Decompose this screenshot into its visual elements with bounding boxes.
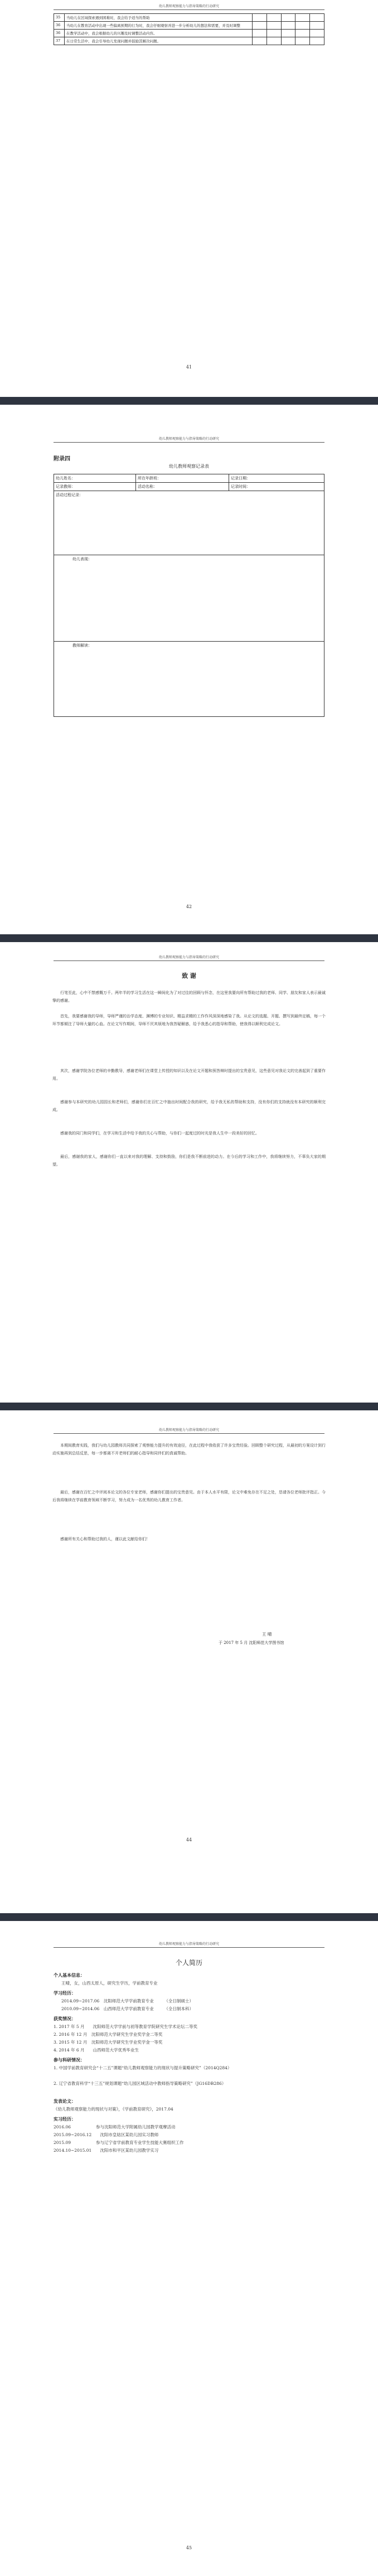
page-number: 44	[186, 1837, 192, 1842]
practice-item: 2015.09 参与辽宁省学前教育专业学生技能大赛组织工作	[54, 2140, 184, 2145]
score-cell	[295, 30, 310, 37]
education-item: 2014.09~2017.06 沈阳师范大学学前教育专业 （全日制硕士）	[61, 1998, 194, 2003]
research-label: 参与科研情况：	[54, 2057, 85, 2063]
practice-label: 实习经历：	[54, 2116, 76, 2122]
table-row	[54, 22, 324, 30]
score-cell	[281, 37, 295, 45]
page-4	[0, 1410, 378, 1912]
score-cell	[281, 22, 295, 30]
award-item: 3. 2015 年 12 月 沈阳师范大学研究生学业奖学金一等奖	[54, 2040, 163, 2045]
questionnaire-table	[54, 13, 324, 45]
running-header: 幼儿教师观察能力与指导策略的行动研究	[54, 436, 324, 443]
acknowledgement-paragraph: 感谢我的同门和同学们，在学习和生活中给予我的关心与帮助，与你们一起度过的时光是我人生中一段美好的回忆。	[60, 1131, 259, 1136]
activity-record-section	[54, 491, 324, 555]
record-time-field: 记录时间：	[229, 483, 324, 491]
acknowledgement-paragraph: 感谢所有关心和帮助过我的人，谨以此文献给你们！	[60, 1537, 150, 1541]
score-cell	[295, 37, 310, 45]
row-text: 在教学活动中，我会根据幼儿的兴趣及时调整活动内容。	[65, 30, 253, 37]
acknowledgement-paragraph: 首先，我要感谢我的导师，导师严谨的治学态度、渊博的专业知识、精益求精的工作作风深深地感染了我。从论文的选题、开题、撰写到最终定稿，每一个环节都倾注了导师大量的心血。在论文写作期间，导师不厌其烦地为我答疑解惑，给予我悉心的指导和帮助，使我得以顺利完成论文。	[52, 1014, 326, 1027]
row-number: 36	[54, 22, 65, 30]
page-separator	[0, 397, 378, 405]
page-2	[0, 405, 378, 934]
page-separator	[0, 1913, 378, 1921]
table-row	[54, 37, 324, 45]
acknowledgement-paragraph: 其次，感谢学院各位老师的辛勤教导，感谢老师们在课堂上传授的知识以及在论文开题和预答辩时提出的宝贵意见，这些意见对我论文的完善起到了重要作用。	[52, 1069, 326, 1081]
appendix-title: 附录四	[54, 456, 70, 462]
papers-label: 发表论文：	[54, 2098, 76, 2104]
paper-item: 《幼儿教师观察能力的现状与对策》，《学前教育研究》，2017.04	[54, 2107, 173, 2112]
basic-info-label: 个人基本信息：	[54, 1972, 85, 1978]
award-item: 1. 2017 年 5 月 沈阳师范大学学前与初等教育学院研究生学术论坛二等奖	[54, 2024, 198, 2029]
score-cell	[253, 30, 267, 37]
score-cell	[281, 30, 295, 37]
recorder-field: 记录教师：	[54, 483, 136, 491]
page-1	[0, 0, 378, 429]
score-cell	[266, 14, 281, 22]
row-text: 当幼儿在教育活动中出现一些偏离预期的行为时，我会仔细观察并进一步分析幼儿的想法和需要，并及时调整	[65, 22, 253, 30]
practice-item: 2016.06 参与沈阳师范大学附属幼儿园教学观摩活动	[54, 2124, 176, 2129]
score-cell	[310, 22, 324, 30]
activity-field: 活动名称：	[136, 483, 229, 491]
score-cell	[253, 37, 267, 45]
score-cell	[310, 14, 324, 22]
acknowledgement-paragraph: 感谢参与本研究的幼儿园园长和老师们，感谢你们在百忙之中抽出时间配合我的研究，给予我无私的帮助和支持，没有你们的支持就没有本研究的顺利完成。	[52, 1100, 326, 1113]
page-number: 45	[186, 2545, 192, 2550]
row-text: 在日常生活中，我会引导幼儿发现问题并鼓励其解决问题。	[65, 37, 253, 45]
basic-info: 王晴，女，山西太原人，研究生学历，学前教育专业	[61, 1981, 158, 1986]
practice-item: 2014.10~2015.01 沈阳市和平区某幼儿园教学实习	[54, 2148, 159, 2153]
research-item: 1. 中国学前教育研究会“十二五”课题“幼儿教师观察能力的现状与提升策略研究”（2014Q284）	[54, 2065, 232, 2070]
page-separator	[0, 934, 378, 942]
running-header: 幼儿教师观察能力与指导策略的行动研究	[54, 1941, 324, 1948]
activity-record-label: 活动过程记录：	[56, 493, 83, 497]
running-header: 幼儿教师观察能力与指导策略的行动研究	[54, 1427, 324, 1434]
acknowledgement-title: 致 谢	[182, 972, 196, 979]
score-cell	[295, 22, 310, 30]
score-cell	[295, 14, 310, 22]
award-item: 2. 2016 年 12 月 沈阳师范大学研究生学业奖学金二等奖	[54, 2032, 163, 2037]
child-performance-label: 幼儿表现：	[72, 557, 92, 561]
score-cell	[266, 37, 281, 45]
class-field: 所在年龄班：	[136, 474, 229, 483]
table-row	[54, 30, 324, 37]
page-3	[0, 942, 378, 1472]
awards-label: 获奖情况：	[54, 2016, 76, 2021]
research-item: 2. 辽宁省教育科学“十三五”规划课题“幼儿园区域活动中教师指导策略研究”（JG16DB286）	[54, 2081, 226, 2086]
child-performance-section	[54, 555, 324, 642]
page-5	[0, 1921, 378, 2576]
score-cell	[253, 22, 267, 30]
signature-date: 于 2017 年 5 月 沈阳师范大学图书馆	[219, 1641, 284, 1645]
education-item: 2010.09~2014.06 山西师范大学学前教育专业 （全日制本科）	[61, 2006, 194, 2011]
record-date-field: 记录日期：	[229, 474, 324, 483]
teacher-reflection-section	[54, 642, 324, 717]
observation-form	[54, 474, 324, 717]
child-name-field: 幼儿姓名：	[54, 474, 136, 483]
signature: 王 晴	[262, 1632, 272, 1637]
running-header: 幼儿教师观察能力与指导策略的行动研究	[54, 3, 324, 10]
score-cell	[266, 22, 281, 30]
page-separator	[0, 1403, 378, 1410]
score-cell	[310, 30, 324, 37]
running-header: 幼儿教师观察能力与指导策略的行动研究	[54, 954, 324, 961]
score-cell	[266, 30, 281, 37]
form-title: 幼儿教师观察记录表	[169, 464, 209, 469]
page-number: 41	[186, 365, 192, 370]
row-number: 35	[54, 14, 65, 22]
row-text: 当幼儿在区域探索遇到困难时，我会给予适当的帮助	[65, 14, 253, 22]
teacher-reflection-label: 教师解读：	[72, 643, 92, 648]
acknowledgement-paragraph: 最后，感谢我的家人，感谢你们一直以来对我的理解、支持和鼓励，你们是我不断前进的动力。在今后的学习和工作中，我将继续努力，不辜负大家的期望。	[52, 1154, 326, 1167]
award-item: 4. 2014 年 6 月 山西师范大学优秀毕业生	[54, 2048, 139, 2053]
cv-title: 个人简历	[175, 1959, 202, 1967]
row-number: 37	[54, 37, 65, 45]
table-row	[54, 14, 324, 22]
acknowledgement-paragraph: 本期间教育实践，我们与幼儿园教师共同探索了观察能力提升的有效途径，在此过程中我收获了许多宝贵经验。回顾整个研究过程，从最初的方案设计到行动实施再到总结反思，每一步都离不开老师们的耐心指导和同伴们的真诚帮助。	[52, 1443, 326, 1456]
score-cell	[281, 14, 295, 22]
acknowledgement-paragraph: 行笔至此，心中不禁感慨万千。两年半的学习生活在这一瞬间化为了对过往的回顾与怀念，在这里我要向所有帮助过我的老师、同学、朋友和家人表示最诚挚的感谢。	[52, 991, 326, 1003]
row-number: 36	[54, 30, 65, 37]
score-cell	[253, 14, 267, 22]
education-label: 学习经历：	[54, 1990, 76, 1996]
score-cell	[310, 37, 324, 45]
page-number: 42	[186, 904, 192, 909]
practice-item: 2015.09~2016.12 沈阳市皇姑区某幼儿园实习教师	[54, 2132, 159, 2137]
acknowledgement-paragraph: 最后，感谢在百忙之中评阅本论文的各位专家老师，感谢你们提出的宝贵意见。由于本人水平有限，论文中难免存在不足之处，恳请各位老师批评指正。今后我将继续在学前教育领域不断学习，努力成为一名优秀的幼儿教育工作者。	[52, 1490, 326, 1503]
